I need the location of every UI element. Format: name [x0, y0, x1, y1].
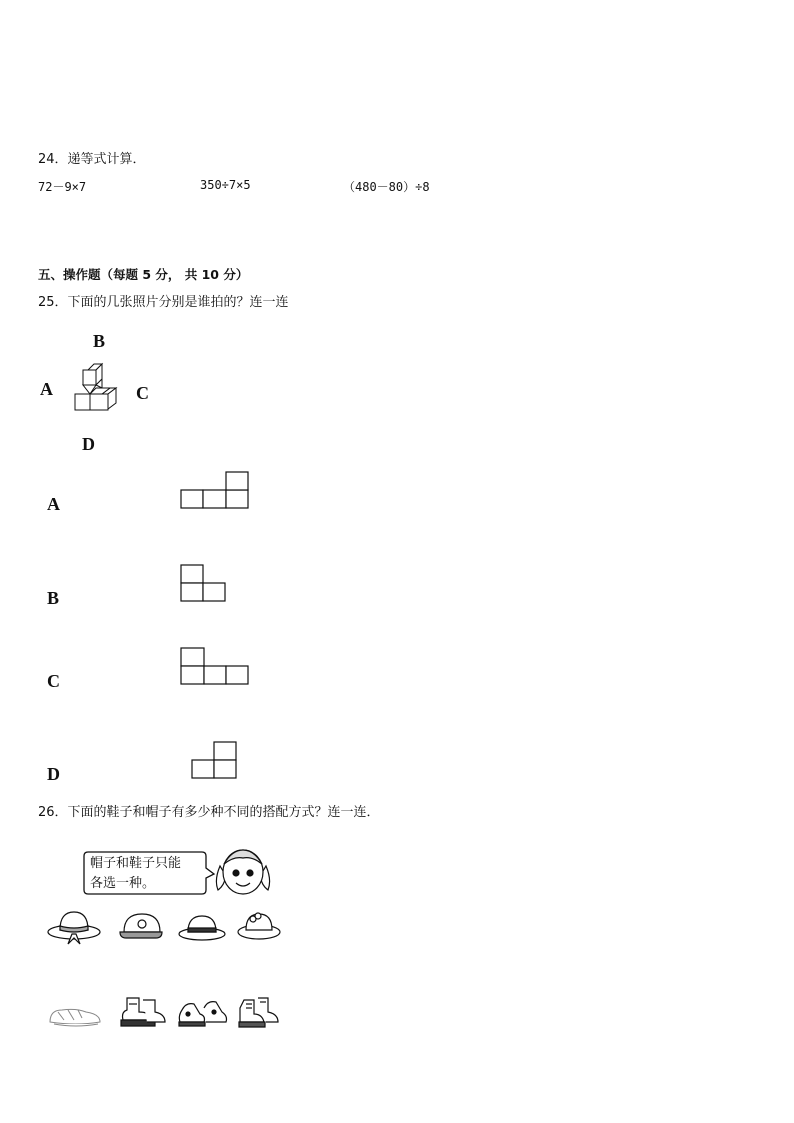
expression-2: 350÷7×5	[200, 178, 251, 192]
high-top-sneakers-icon	[236, 996, 280, 1032]
flower-hat-icon	[236, 910, 282, 942]
sneakers-icon	[176, 996, 228, 1030]
viewpoint-d-label: D	[82, 434, 95, 454]
question-24-title: 24．递等式计算．	[38, 152, 146, 167]
question-25-title: 25．下面的几张照片分别是谁拍的？连一连	[38, 295, 289, 310]
view-b-figure	[181, 565, 229, 603]
sandal-icon	[46, 1002, 102, 1030]
section-5-heading: 五、操作题（每题 5 分， 共 10 分）	[38, 267, 249, 282]
girl-face-icon	[212, 846, 274, 900]
viewpoint-b-label: B	[93, 331, 106, 351]
view-a-label: A	[47, 494, 60, 514]
fedora-hat-icon	[177, 912, 227, 942]
view-d-figure	[192, 742, 240, 780]
sun-hat-icon	[46, 908, 104, 946]
view-d-label: D	[47, 764, 60, 784]
bubble-text	[90, 854, 210, 894]
view-c-label: C	[47, 671, 60, 691]
cube-stack-figure	[70, 364, 120, 418]
question-26-title: 26．下面的鞋子和帽子有多少种不同的搭配方式？连一连．	[38, 805, 380, 820]
view-a-figure	[181, 472, 251, 510]
viewpoint-a-label: A	[40, 379, 53, 399]
bubble-line-1: 帽子和鞋子只能	[90, 856, 182, 871]
viewpoint-c-label: C	[136, 383, 149, 403]
view-c-figure	[181, 648, 251, 686]
boots-icon	[117, 994, 167, 1030]
expression-1: 72－9×7	[38, 180, 87, 194]
expression-3: （480－80）÷8	[343, 180, 430, 194]
bubble-line-2: 各选一种。	[90, 876, 156, 891]
view-b-label: B	[47, 588, 60, 608]
cap-icon	[118, 910, 164, 944]
